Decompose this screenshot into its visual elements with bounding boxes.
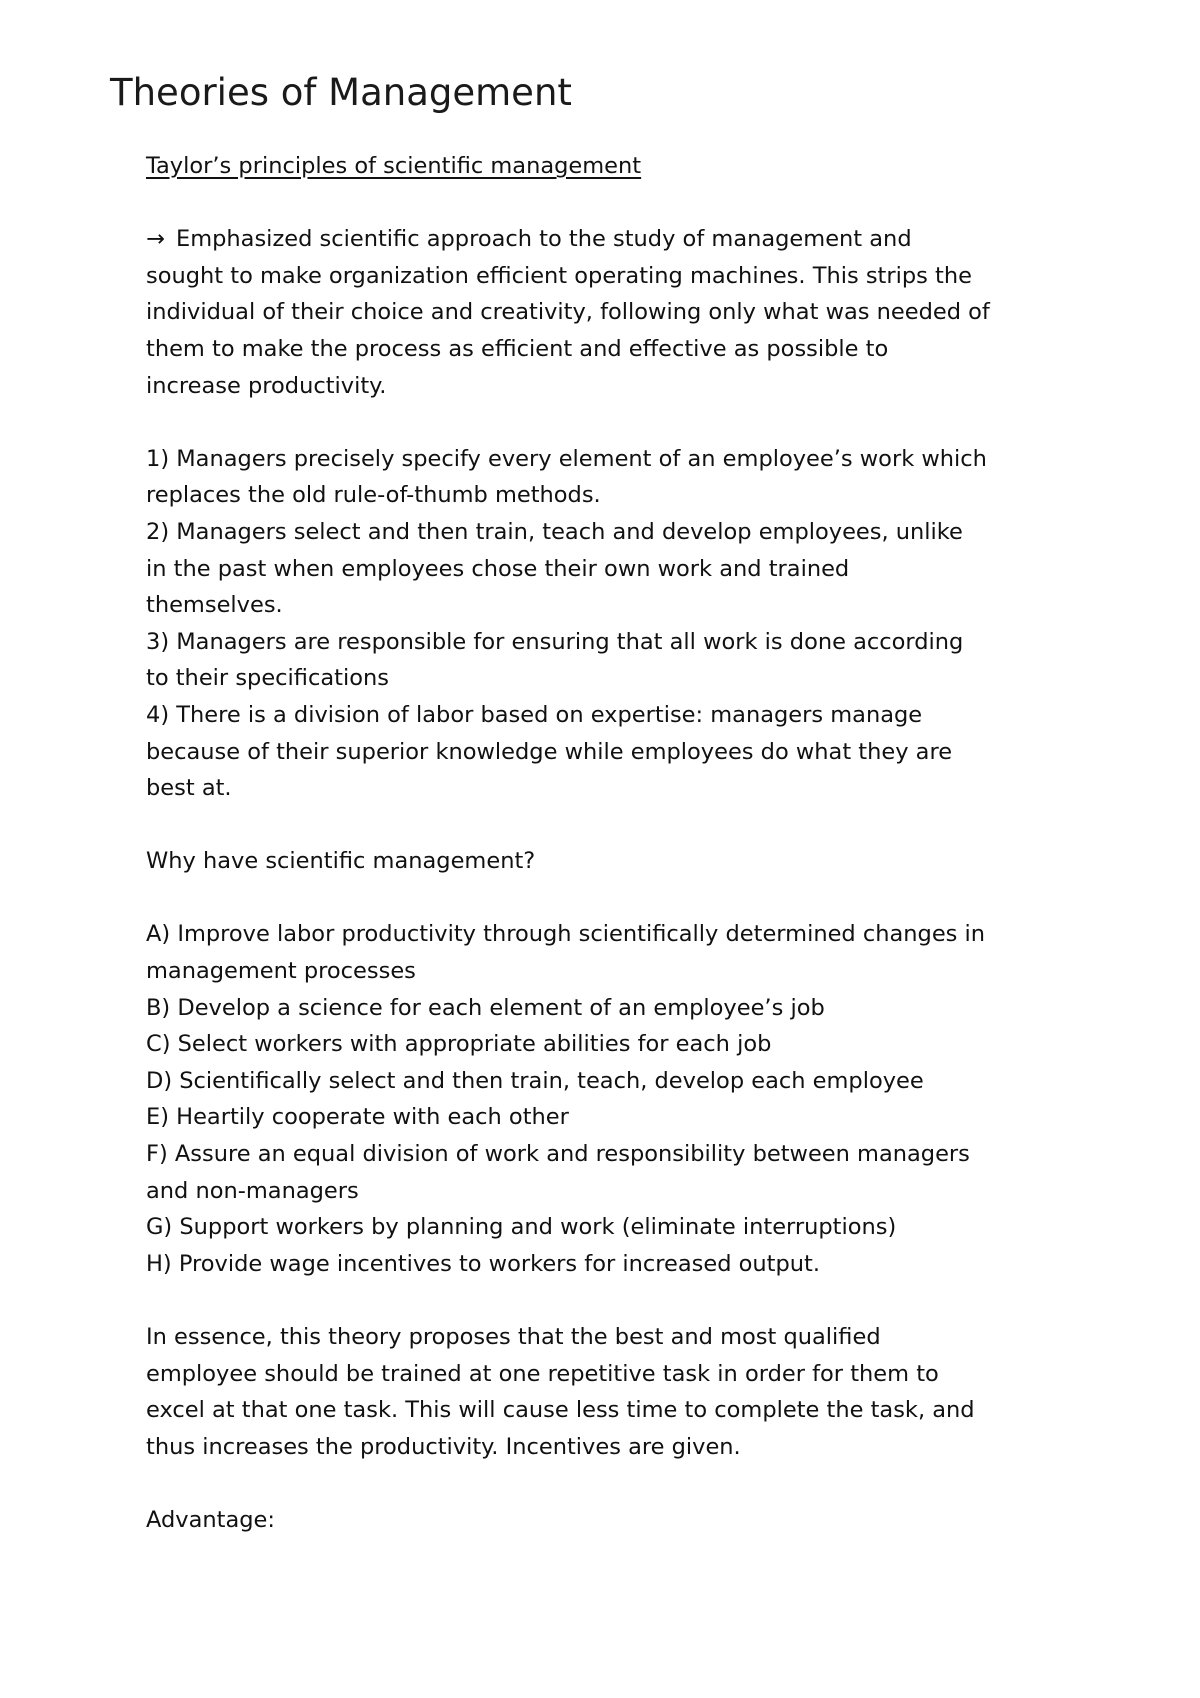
reason-line: E) Heartily cooperate with each other (146, 1104, 569, 1131)
spacer (146, 807, 1086, 844)
reason-line: A) Improve labor productivity through scientifically determined changes in (146, 921, 986, 948)
essence-line: thus increases the productivity. Incentives are given. (146, 1433, 741, 1460)
reason-line: F) Assure an equal division of work and responsibility between managers (146, 1141, 970, 1168)
spacer (146, 880, 1086, 917)
document-body (146, 148, 1086, 1539)
essence-line: In essence, this theory proposes that the best and most qualified (146, 1324, 881, 1350)
reason-line: D) Scientifically select and then train, teach, develop each employee (146, 1067, 924, 1094)
spacer (146, 1282, 1086, 1319)
essence-line: excel at that one task. This will cause less time to complete the task, and (146, 1397, 975, 1424)
principle-line: 3) Managers are responsible for ensuring that all work is done according (146, 628, 964, 655)
principle-line: to their specifications (146, 665, 389, 692)
why-heading: Why have scientific management? (146, 848, 536, 875)
advantage-label: Advantage: (146, 1506, 275, 1533)
reason-line: H) Provide wage incentives to workers for increased output. (146, 1250, 821, 1277)
reason-line: and non-managers (146, 1177, 359, 1204)
intro-line (146, 221, 1086, 258)
principle-line: themselves. (146, 592, 283, 619)
arrow-icon: → (146, 226, 165, 253)
spacer (146, 1465, 1086, 1502)
reason-line: B) Develop a science for each element of an employee’s job (146, 994, 825, 1021)
reason-line: management processes (146, 958, 416, 985)
essence-line: employee should be trained at one repetitive task in order for them to (146, 1360, 939, 1387)
spacer (146, 185, 1086, 222)
principle-line: 1) Managers precisely specify every element of an employee’s work which (146, 445, 987, 472)
intro-line: increase productivity. (146, 372, 387, 399)
spacer (146, 404, 1086, 441)
intro-line: them to make the process as efficient and effective as possible to (146, 335, 889, 362)
principle-line: 2) Managers select and then train, teach and develop employees, unlike (146, 518, 963, 545)
intro-line: sought to make organization efficient operating machines. This strips the (146, 262, 972, 289)
section-heading: Taylor’s principles of scientific management (146, 153, 642, 179)
principle-line: best at. (146, 775, 232, 802)
principle-line: replaces the old rule-of-thumb methods. (146, 482, 601, 509)
reason-line: C) Select workers with appropriate abilities for each job (146, 1031, 772, 1058)
reason-line: G) Support workers by planning and work (eliminate interruptions) (146, 1214, 897, 1241)
intro-line: individual of their choice and creativity, following only what was needed of (146, 299, 990, 326)
document-title: Theories of Management (110, 71, 572, 114)
principle-line: because of their superior knowledge while employees do what they are (146, 738, 953, 765)
intro-text: Emphasized scientific approach to the study of management and (176, 226, 912, 253)
principle-line: 4) There is a division of labor based on expertise: managers manage (146, 701, 923, 728)
principle-line: in the past when employees chose their own work and trained (146, 555, 850, 582)
